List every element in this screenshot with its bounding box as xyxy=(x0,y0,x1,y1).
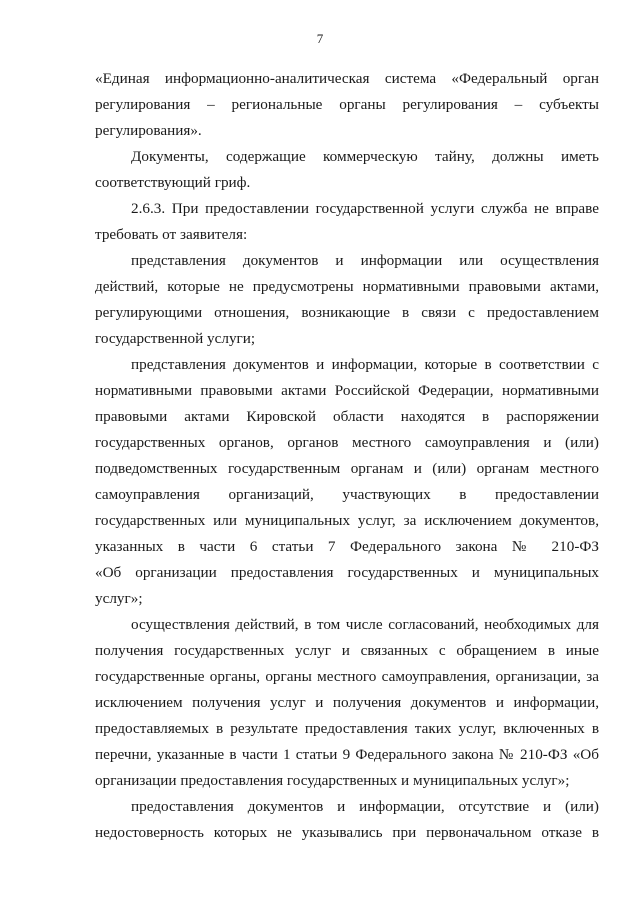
paragraph xyxy=(95,248,599,352)
paragraph xyxy=(95,794,599,846)
text-line: получения государственных услуг и связанных с обращением в иные xyxy=(95,642,599,659)
text-line: недостоверность которых не указывались при первоначальном отказе в xyxy=(95,824,599,841)
text-line: государственной услуги; xyxy=(95,330,256,347)
text-line: государственные органы, органы местного самоуправления, организации, за xyxy=(95,668,599,685)
text-line: регулирования». xyxy=(95,122,202,139)
paragraph xyxy=(95,352,599,612)
paragraph xyxy=(95,196,599,248)
text-line: осуществления действий, в том числе согласований, необходимых для xyxy=(131,616,599,633)
text-line: «Единая информационно-аналитическая система «Федеральный орган xyxy=(95,70,599,87)
text-line: государственных органов, органов местного самоуправления и (или) xyxy=(95,434,599,451)
text-line: регулирования – региональные органы регулирования – субъекты xyxy=(95,96,599,113)
text-line: подведомственных государственным органам и (или) органам местного xyxy=(95,460,599,477)
text-line: организации предоставления государственных и муниципальных услуг»; xyxy=(95,772,570,789)
text-line: перечни, указанные в части 1 статьи 9 Федерального закона № 210-ФЗ «Об xyxy=(95,746,599,763)
text-line: 2.6.3. При предоставлении государственной услуги служба не вправе xyxy=(131,200,599,217)
page-number: 7 xyxy=(316,31,324,46)
text-line: представления документов и информации, которые в соответствии с xyxy=(131,356,599,373)
text-line: самоуправления организаций, участвующих в предоставлении xyxy=(95,486,599,503)
text-line: представления документов и информации или осуществления xyxy=(131,252,599,269)
text-line: правовыми актами Кировской области находятся в распоряжении xyxy=(95,408,599,425)
text-line: Документы, содержащие коммерческую тайну, должны иметь xyxy=(131,148,599,165)
text-line: соответствующий гриф. xyxy=(95,174,251,191)
text-line: указанных в части 6 статьи 7 Федерального закона № 210-ФЗ xyxy=(95,538,599,555)
text-line: предоставляемых в результате предоставления таких услуг, включенных в xyxy=(95,720,599,737)
text-line: исключением получения услуг и получения документов и информации, xyxy=(95,694,599,711)
text-line: регулирующими отношения, возникающие в связи с предоставлением xyxy=(95,304,599,321)
text-line: требовать от заявителя: xyxy=(95,226,248,243)
text-line: «Об организации предоставления государственных и муниципальных услуг»; xyxy=(95,564,599,607)
text-line: государственных или муниципальных услуг, за исключением документов, xyxy=(95,512,599,529)
text-line: предоставления документов и информации, отсутствие и (или) xyxy=(131,798,599,815)
document-body xyxy=(95,66,599,846)
paragraph xyxy=(95,612,599,794)
paragraph xyxy=(95,144,599,196)
paragraph xyxy=(95,66,599,144)
text-line: действий, которые не предусмотрены нормативными правовыми актами, xyxy=(95,278,599,295)
text-line: нормативными правовыми актами Российской Федерации, нормативными xyxy=(95,382,599,399)
